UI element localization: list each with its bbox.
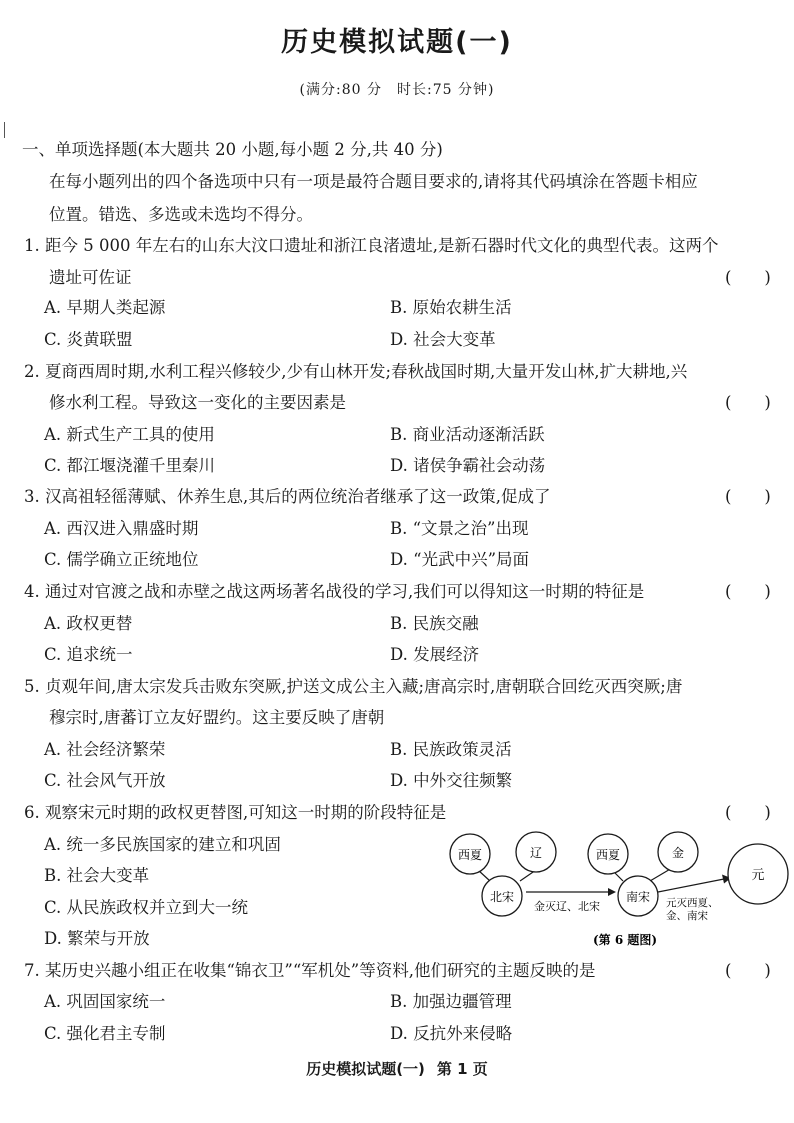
- arrow-nansong-to-yuan: [658, 879, 724, 892]
- diagram-caption: (第 6 题图): [592, 933, 658, 947]
- question-2-option-c: C. 都江堰浇灌千里秦川: [44, 456, 216, 475]
- node-nansong: [618, 876, 658, 916]
- question-3-option-d: D. “光武中兴”局面: [390, 550, 530, 569]
- section-heading: 一、单项选择题(本大题共 20 小题,每小题 2 分,共 40 分): [22, 140, 443, 159]
- question-4-option-d: D. 发展经济: [390, 645, 480, 664]
- exam-subtitle: (满分:80 分 时长:75 分钟): [299, 82, 495, 98]
- node-beisong-label: 北宋: [489, 890, 515, 904]
- question-1-stem-line-2: 遗址可佐证: [49, 268, 132, 287]
- arrow-2-label-line-1: 元灭西夏、: [666, 897, 719, 909]
- node-jin: [658, 832, 698, 872]
- question-6-option-d: D. 繁荣与开放: [44, 929, 150, 948]
- question-2-option-a: A. 新式生产工具的使用: [44, 425, 215, 444]
- section-instructions-line-1: 在每小题列出的四个备选项中只有一项是最符合题目要求的,请将其代码填涂在答题卡相应: [49, 172, 698, 191]
- question-2-stem-line-1: 2. 夏商西周时期,水利工程兴修较少,少有山林开发;春秋战国时期,大量开发山林,扩大耕地,兴: [24, 362, 688, 381]
- section-instructions-line-2: 位置。错选、多选或未选均不得分。: [49, 205, 313, 224]
- question-1-answer-bracket: ( ): [725, 268, 771, 287]
- question-7-option-a: A. 巩固国家统一: [44, 992, 166, 1011]
- question-4-option-a: A. 政权更替: [44, 614, 133, 633]
- arrow-head-1: [608, 888, 616, 896]
- binding-mark: [4, 122, 5, 138]
- question-4-option-b: B. 民族交融: [390, 614, 479, 633]
- node-yuan-label: 元: [751, 868, 765, 883]
- node-beisong: [482, 876, 522, 916]
- regime-change-diagram: [440, 826, 790, 954]
- node-xixia-1: [450, 834, 490, 874]
- question-1-option-b: B. 原始农耕生活: [390, 298, 512, 317]
- question-5-stem-line-2: 穆宗时,唐蕃订立友好盟约。这主要反映了唐朝: [49, 708, 385, 727]
- node-xixia-1-label: 西夏: [457, 848, 483, 862]
- question-2-answer-bracket: ( ): [725, 393, 771, 412]
- footer-title: 历史模拟试题(一): [306, 1060, 425, 1078]
- question-6-stem: 6. 观察宋元时期的政权更替图,可知这一时期的阶段特征是: [24, 803, 447, 822]
- question-1-option-c: C. 炎黄联盟: [44, 330, 133, 349]
- question-6-option-b: B. 社会大变革: [44, 866, 150, 885]
- exam-title: 历史模拟试题(一): [281, 27, 513, 58]
- question-6-answer-bracket: ( ): [725, 803, 771, 822]
- question-3-option-b: B. “文景之治”出现: [390, 519, 529, 538]
- question-1-option-a: A. 早期人类起源: [44, 298, 166, 317]
- page-footer: [0, 1058, 794, 1079]
- node-liao-label: 辽: [529, 846, 543, 860]
- node-jin-label: 金: [671, 846, 685, 860]
- question-5-option-d: D. 中外交往频繁: [390, 771, 513, 790]
- arrow-1-label: 金灭辽、北宋: [534, 900, 600, 913]
- question-3-option-c: C. 儒学确立正统地位: [44, 550, 199, 569]
- question-7-option-d: D. 反抗外来侵略: [390, 1024, 513, 1043]
- question-3-answer-bracket: ( ): [725, 487, 771, 506]
- question-2-option-d: D. 诸侯争霸社会动荡: [390, 456, 546, 475]
- question-1-stem-line-1: 1. 距今 5 000 年左右的山东大汶口遗址和浙江良渚遗址,是新石器时代文化的典型代表。这两个: [24, 236, 719, 255]
- question-2-option-b: B. 商业活动逐渐活跃: [390, 425, 545, 444]
- node-nansong-label: 南宋: [625, 890, 651, 904]
- question-5-option-b: B. 民族政策灵活: [390, 740, 512, 759]
- node-xixia-2: [588, 834, 628, 874]
- question-5-option-c: C. 社会风气开放: [44, 771, 166, 790]
- question-6-option-a: A. 统一多民族国家的建立和巩固: [44, 835, 281, 854]
- question-6-option-c: C. 从民族政权并立到大一统: [44, 898, 249, 917]
- question-2-stem-line-2: 修水利工程。导致这一变化的主要因素是: [49, 393, 346, 412]
- question-1-option-d: D. 社会大变革: [390, 330, 496, 349]
- question-7-answer-bracket: ( ): [725, 961, 771, 980]
- question-7-option-c: C. 强化君主专制: [44, 1024, 166, 1043]
- node-xixia-2-label: 西夏: [595, 848, 621, 862]
- question-4-answer-bracket: ( ): [725, 582, 771, 601]
- node-liao: [516, 832, 556, 872]
- question-7-stem: 7. 某历史兴趣小组正在收集“锦衣卫”“军机处”等资料,他们研究的主题反映的是: [24, 961, 596, 980]
- question-4-stem: 4. 通过对官渡之战和赤壁之战这两场著名战役的学习,我们可以得知这一时期的特征是: [24, 582, 645, 601]
- question-7-option-b: B. 加强边疆管理: [390, 992, 512, 1011]
- question-4-option-c: C. 追求统一: [44, 645, 133, 664]
- question-3-option-a: A. 西汉进入鼎盛时期: [44, 519, 199, 538]
- question-3-stem: 3. 汉高祖轻徭薄赋、休养生息,其后的两位统治者继承了这一政策,促成了: [24, 487, 551, 506]
- node-yuan: [728, 844, 788, 904]
- arrow-2-label-line-2: 金、南宋: [666, 910, 708, 922]
- question-5-option-a: A. 社会经济繁荣: [44, 740, 166, 759]
- footer-page-number: 第 1 页: [436, 1060, 488, 1078]
- question-5-stem-line-1: 5. 贞观年间,唐太宗发兵击败东突厥,护送文成公主入藏;唐高宗时,唐朝联合回纥灭西突厥;唐: [24, 677, 683, 696]
